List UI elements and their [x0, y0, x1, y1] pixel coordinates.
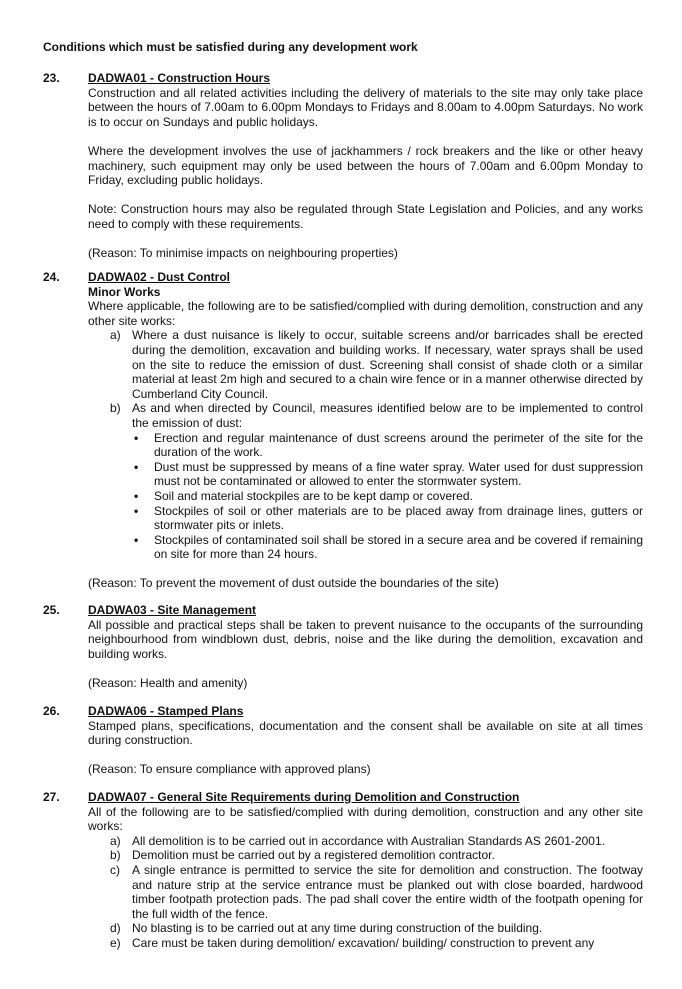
- paragraph: Where the development involves the use of jackhammers / rock breakers and the like or other heavy machinery, such equipment may only be used between the hours of 7.00am and 6.00pm Monday to Friday, excluding public holidays.: [88, 143, 643, 188]
- bullet-item: [132, 431, 643, 460]
- bullet-icon: •: [134, 532, 139, 547]
- bullet-item: [132, 504, 643, 533]
- list-item: [88, 848, 643, 863]
- bullet-text: Erection and regular maintenance of dust screens around the perimeter of the site for the duration of the work.: [154, 430, 643, 460]
- condition-title: DADWA01 - Construction Hours: [88, 71, 271, 85]
- item-label: a): [110, 833, 121, 848]
- reason: (Reason: To minimise impacts on neighbouring properties): [88, 246, 398, 261]
- item-label: a): [110, 328, 121, 343]
- section-heading: Conditions which must be satisfied during any development work: [43, 40, 418, 54]
- condition-26: [43, 704, 643, 777]
- item-text: No blasting is to be carried out at any time during construction of the building.: [132, 921, 543, 936]
- item-text: Care must be taken during demolition/ excavation/ building/ construction to prevent any: [132, 935, 595, 950]
- list-item: [88, 834, 643, 849]
- item-label: c): [110, 862, 120, 877]
- list-item: [88, 401, 643, 562]
- intro-paragraph: All of the following are to be satisfied/complied with during demolition, construction and any other site works:: [88, 804, 643, 834]
- condition-number: 23.: [43, 71, 60, 85]
- item-text: Where a dust nuisance is likely to occur, suitable screens and/or barricades shall be erected during the demolition, excavation and building works. If necessary, water sprays shall be used on the site to reduce the emission of dust. Screening shall consist of shade cloth or a similar material at least 2m high and secured to a chain wire fence or in a manner otherwise directed by Cumberland City Council.: [132, 328, 643, 401]
- condition-number: 24.: [43, 270, 60, 284]
- item-label: b): [110, 401, 121, 416]
- item-label: e): [110, 935, 121, 950]
- condition-24: [43, 270, 643, 591]
- lettered-list: [88, 328, 643, 562]
- condition-25: [43, 603, 643, 691]
- reason: (Reason: To ensure compliance with approved plans): [88, 762, 371, 777]
- bullet-item: [132, 489, 643, 504]
- paragraph: Stamped plans, specifications, documentation and the consent shall be available on site at all times during construction.: [88, 718, 643, 748]
- list-item: [88, 328, 643, 401]
- list-item: [88, 936, 643, 951]
- condition-title: DADWA03 - Site Management: [88, 603, 257, 617]
- list-item: [88, 863, 643, 921]
- condition-27: [43, 790, 643, 951]
- bullet-item: [132, 533, 643, 562]
- condition-title: DADWA02 - Dust Control: [88, 270, 230, 284]
- lettered-list: [88, 834, 643, 951]
- item-text: All demolition is to be carried out in accordance with Australian Standards AS 2601-2001.: [132, 833, 605, 848]
- condition-title: DADWA07 - General Site Requirements during Demolition and Construction: [88, 790, 520, 804]
- condition-number: 27.: [43, 790, 60, 804]
- item-label: b): [110, 848, 121, 863]
- reason: (Reason: Health and amenity): [88, 675, 248, 690]
- bullet-icon: •: [134, 503, 139, 518]
- bullet-text: Dust must be suppressed by means of a fine water spray. Water used for dust suppression must not be contaminated or allowed to enter the stormwater system.: [154, 459, 643, 489]
- note-paragraph: Note: Construction hours may also be regulated through State Legislation and Policies, and any works need to comply with these requirements.: [88, 202, 643, 231]
- condition-23: [43, 71, 643, 261]
- item-label: d): [110, 921, 121, 936]
- item-text: A single entrance is permitted to service the site for demolition and construction. The footway and nature strip at the service entrance must be planked out with close boarded, hardwood timber footpath protection pads. The pad shall cover the entire width of the footpath opening for the full width of the fence.: [132, 862, 643, 921]
- bullet-text: Soil and material stockpiles are to be kept damp or covered.: [154, 488, 473, 503]
- item-text: As and when directed by Council, measures identified below are to be implemented to control the emission of dust:: [132, 401, 643, 430]
- list-item: [88, 921, 643, 936]
- paragraph: Construction and all related activities including the delivery of materials to the site may only take place between the hours of 7.00am to 6.00pm Mondays to Fridays and 8.00am to 4.00pm Saturdays. No work is to occur on Sundays and public holidays.: [88, 85, 643, 129]
- condition-number: 25.: [43, 603, 60, 617]
- bullet-icon: •: [134, 459, 139, 474]
- bullet-icon: •: [134, 488, 139, 503]
- bullet-text: Stockpiles of contaminated soil shall be stored in a secure area and be covered if remaining on site for more than 24 hours.: [154, 532, 643, 562]
- condition-subtitle: Minor Works: [88, 284, 161, 299]
- condition-title: DADWA06 - Stamped Plans: [88, 704, 244, 718]
- bullet-item: [132, 460, 643, 489]
- paragraph: All possible and practical steps shall be taken to prevent nuisance to the occupants of the surrounding neighbourhood from windblown dust, debris, noise and the like during the demolition, excavation and building works.: [88, 617, 643, 661]
- item-text: Demolition must be carried out by a registered demolition contractor.: [132, 848, 495, 863]
- bullet-list: [132, 431, 643, 562]
- bullet-icon: •: [134, 430, 139, 445]
- intro-paragraph: Where applicable, the following are to be satisfied/complied with during demolition, construction and any other site works:: [88, 299, 643, 328]
- reason: (Reason: To prevent the movement of dust outside the boundaries of the site): [88, 576, 499, 591]
- condition-number: 26.: [43, 704, 60, 718]
- bullet-text: Stockpiles of soil or other materials are to be placed away from drainage lines, gutters or stormwater pits or inlets.: [154, 503, 643, 533]
